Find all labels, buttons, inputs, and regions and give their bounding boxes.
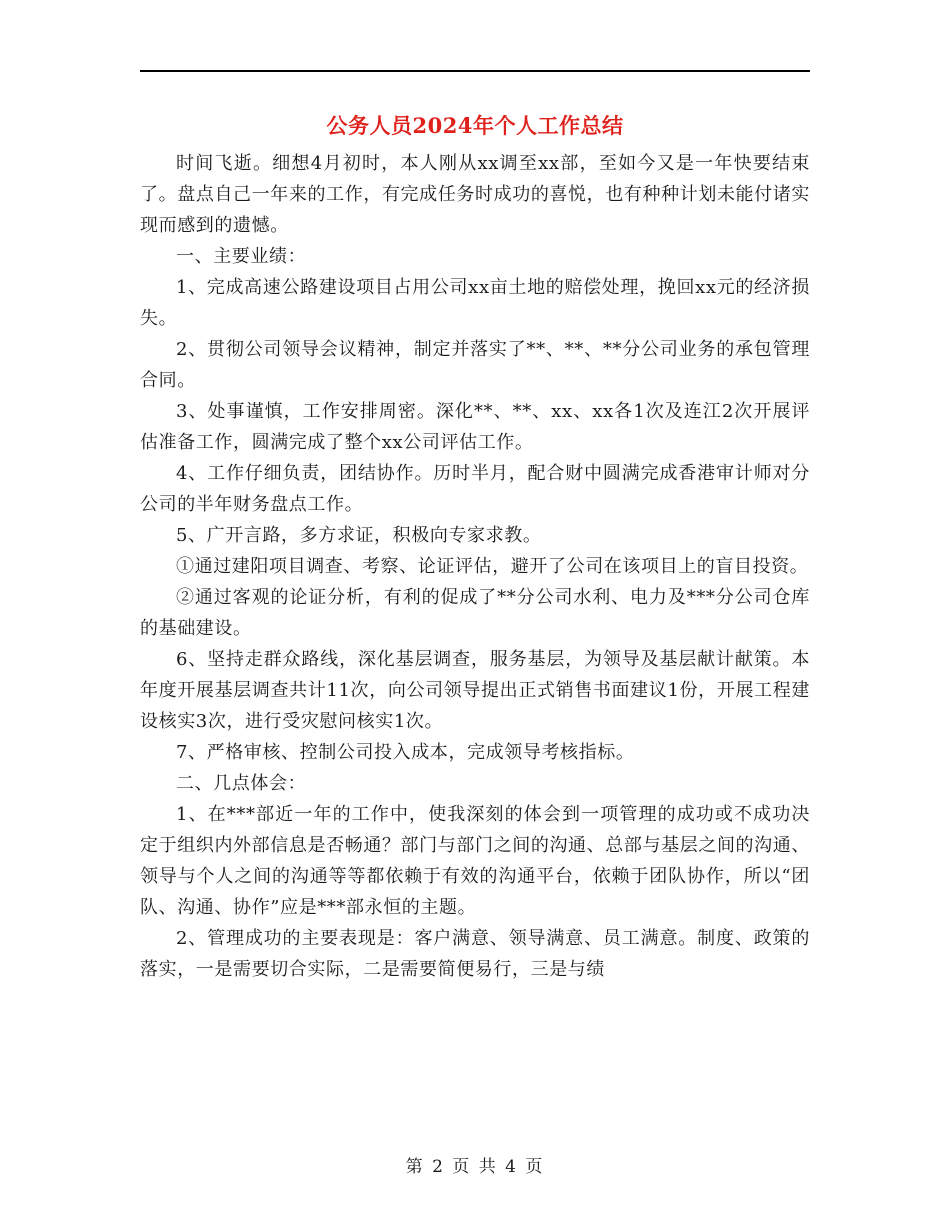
document-body <box>140 148 810 985</box>
page-number-footer: 第 2 页 共 4 页 <box>405 1157 545 1177</box>
list-item: 7、严格审核、控制公司投入成本，完成领导考核指标。 <box>176 742 635 763</box>
document-title: 公务人员2024年个人工作总结 <box>326 113 624 138</box>
list-item: 1、在***部近一年的工作中，使我深刻的体会到一项管理的成功或不成功决定于组织内外部信息是否畅通？部门与部门之间的沟通、总部与基层之间的沟通、领导与个人之间的沟通等等都依赖于有效的沟通平台，依赖于团队协作，所以“团队、沟通、协作”应是***部永恒的主题。 <box>140 804 810 918</box>
list-item: 1、完成高速公路建设项目占用公司xx亩土地的赔偿处理，挽回xx元的经济损失。 <box>140 277 810 329</box>
paragraph-intro: 时间飞逝。细想4月初时，本人刚从xx调至xx部，至如今又是一年快要结束了。盘点自己一年来的工作，有完成任务时成功的喜悦，也有种种计划未能付诸实现而感到的遗憾。 <box>140 153 810 236</box>
list-item: 2、管理成功的主要表现是：客户满意、领导满意、员工满意。制度、政策的落实，一是需要切合实际，二是需要简便易行，三是与绩 <box>140 928 810 980</box>
header-rule <box>140 70 810 72</box>
list-item: 4、工作仔细负责，团结协作。历时半月，配合财中圆满完成香港审计师对分公司的半年财务盘点工作。 <box>140 463 810 515</box>
list-item: 2、贯彻公司领导会议精神，制定并落实了**、**、**分公司业务的承包管理合同。 <box>140 339 810 391</box>
list-item: 6、坚持走群众路线，深化基层调查，服务基层，为领导及基层献计献策。本年度开展基层调查共计11次，向公司领导提出正式销售书面建议1份，开展工程建设核实3次，进行受灾慰问核实1次。 <box>140 649 810 732</box>
list-item: 3、处事谨慎，工作安排周密。深化**、**、xx、xx各1次及连江2次开展评估准备工作，圆满完成了整个xx公司评估工作。 <box>140 401 810 453</box>
section-heading-reflections: 二、几点体会： <box>176 773 307 794</box>
section-heading-achievements: 一、主要业绩： <box>176 246 307 267</box>
list-item: 5、广开言路，多方求证，积极向专家求教。 <box>176 525 542 546</box>
sub-list-item: ①通过建阳项目调查、考察、论证评估，避开了公司在该项目上的盲目投资。 <box>176 556 809 577</box>
sub-list-item: ②通过客观的论证分析，有利的促成了**分公司水利、电力及***分公司仓库的基础建设。 <box>140 587 810 639</box>
